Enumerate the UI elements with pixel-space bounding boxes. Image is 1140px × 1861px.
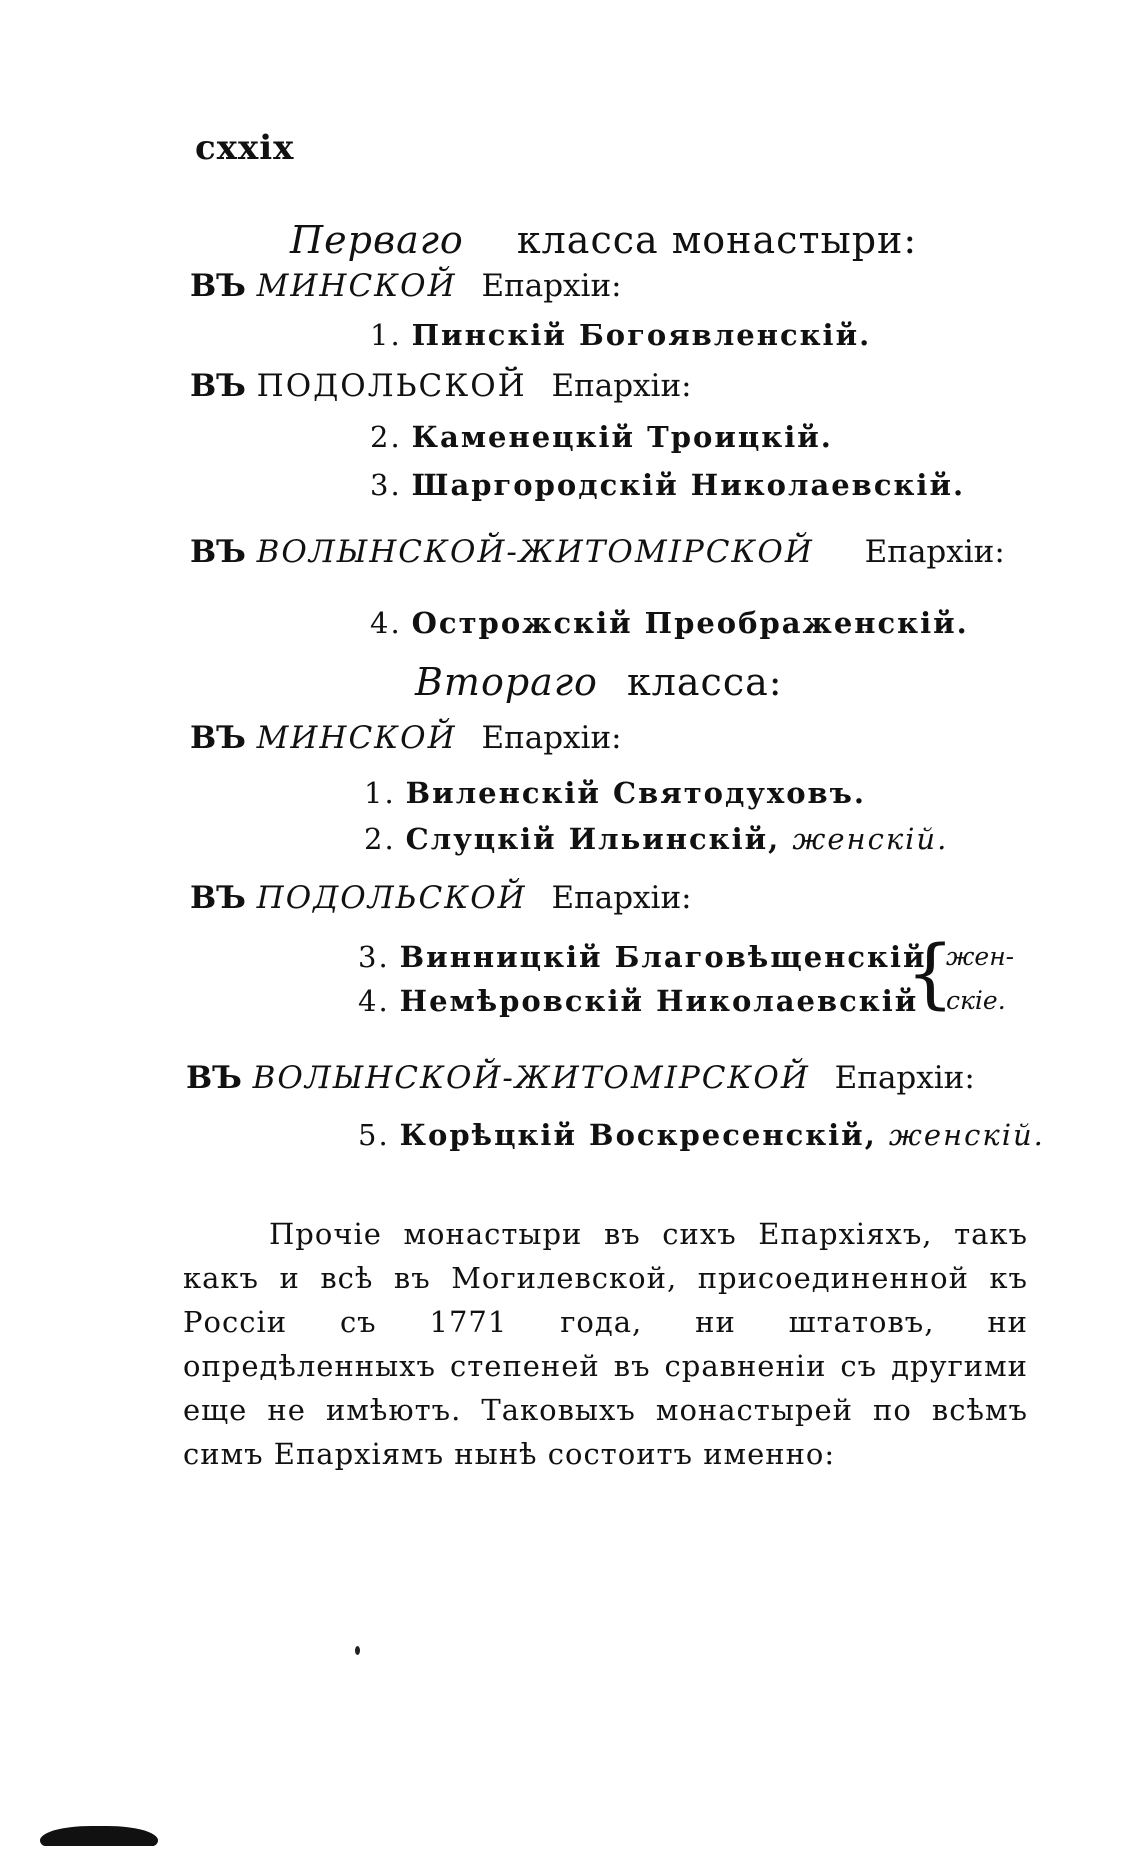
paragraph-text: Прочіе монастыри въ сихъ Епархіяхъ, такъ какъ и всѣ въ Могилевской, присоединенной къ Россіи съ 1771 года, ни штатовъ, ни опредѣленныхъ степеней въ сравненіи съ другими еще не имѣютъ. Таковыхъ монастырей по всѣмъ симъ Епархіямъ нынѣ состоитъ именно: <box>183 1217 1028 1471</box>
item-number: 3. <box>370 468 402 502</box>
diocese-prefix: ВЪ <box>186 1060 242 1096</box>
diocese-prefix: ВЪ <box>190 534 246 570</box>
diocese-line-podolsk-1 <box>190 368 692 404</box>
item-note: женскій. <box>888 1118 1045 1152</box>
diocese-prefix: ВЪ <box>190 368 246 404</box>
diocese-name: ВОЛЫНСКОЙ-ЖИТОМІРСКОЙ <box>256 534 814 570</box>
item-number: 1. <box>370 318 402 352</box>
diocese-suffix: Епархіи: <box>834 1060 975 1096</box>
item-note: женскій. <box>792 822 949 856</box>
monastery-item <box>364 822 948 856</box>
diocese-name: ПОДОЛЬСКОЙ <box>256 368 527 404</box>
diocese-name: МИНСКОЙ <box>256 268 457 304</box>
brace-note-top: жен- <box>946 942 1015 971</box>
item-number: 2. <box>364 822 396 856</box>
first-class-heading-italic: Перваго <box>290 218 464 262</box>
monastery-item <box>370 606 969 640</box>
diocese-line-podolsk-2 <box>190 880 692 916</box>
body-paragraph <box>183 1212 1028 1476</box>
diocese-suffix: Епархіи: <box>551 368 692 404</box>
monastery-item <box>358 984 918 1018</box>
item-number: 5. <box>358 1118 390 1152</box>
item-name: Слуцкій Ильинскій, <box>405 822 781 856</box>
second-class-heading-italic: Втораго <box>415 660 598 704</box>
item-name: Шаргородскій Николаевскій. <box>411 468 966 502</box>
item-number: 1. <box>364 776 396 810</box>
item-name: Острожскій Преображенскій. <box>411 606 969 640</box>
brace-glyph: { <box>906 928 955 1017</box>
item-name: Винницкій Благовѣщенскій <box>399 940 927 974</box>
item-name: Каменецкій Троицкій. <box>411 420 833 454</box>
first-class-heading-rest: класса монастыри: <box>516 218 918 262</box>
second-class-heading-rest: класса: <box>627 660 783 704</box>
diocese-suffix: Епархіи: <box>481 268 622 304</box>
item-name: Корѣцкій Воскресенскій, <box>399 1118 877 1152</box>
ink-speck <box>355 1646 360 1655</box>
monastery-item <box>358 940 927 974</box>
diocese-prefix: ВЪ <box>190 720 246 756</box>
monastery-item <box>370 318 871 352</box>
second-class-heading <box>415 660 783 704</box>
diocese-suffix: Епархіи: <box>864 534 1005 570</box>
monastery-item <box>358 1118 1045 1152</box>
diocese-suffix: Епархіи: <box>551 880 692 916</box>
page-number: cxxix <box>195 128 295 168</box>
diocese-line-volyn-2 <box>186 1060 975 1096</box>
brace-note-bottom: скіе. <box>946 986 1006 1015</box>
item-name: Виленскій Святодуховъ. <box>405 776 867 810</box>
diocese-line-volyn-1 <box>190 534 1005 570</box>
monastery-item <box>370 420 833 454</box>
item-name: Немѣровскій Николаевскій <box>399 984 919 1018</box>
item-name: Пинскій Богоявленскій. <box>411 318 872 352</box>
monastery-item <box>364 776 866 810</box>
diocese-prefix: ВЪ <box>190 880 246 916</box>
first-class-heading <box>290 218 917 262</box>
item-number: 4. <box>358 984 390 1018</box>
ink-blot <box>40 1826 158 1846</box>
diocese-name: ВОЛЫНСКОЙ-ЖИТОМІРСКОЙ <box>252 1060 810 1096</box>
diocese-name: МИНСКОЙ <box>256 720 457 756</box>
diocese-line-minsk-2 <box>190 720 622 756</box>
diocese-prefix: ВЪ <box>190 268 246 304</box>
diocese-name: ПОДОЛЬСКОЙ <box>256 880 527 916</box>
item-number: 4. <box>370 606 402 640</box>
diocese-suffix: Епархіи: <box>481 720 622 756</box>
diocese-line-minsk-1 <box>190 268 622 304</box>
item-number: 2. <box>370 420 402 454</box>
monastery-item <box>370 468 965 502</box>
item-number: 3. <box>358 940 390 974</box>
